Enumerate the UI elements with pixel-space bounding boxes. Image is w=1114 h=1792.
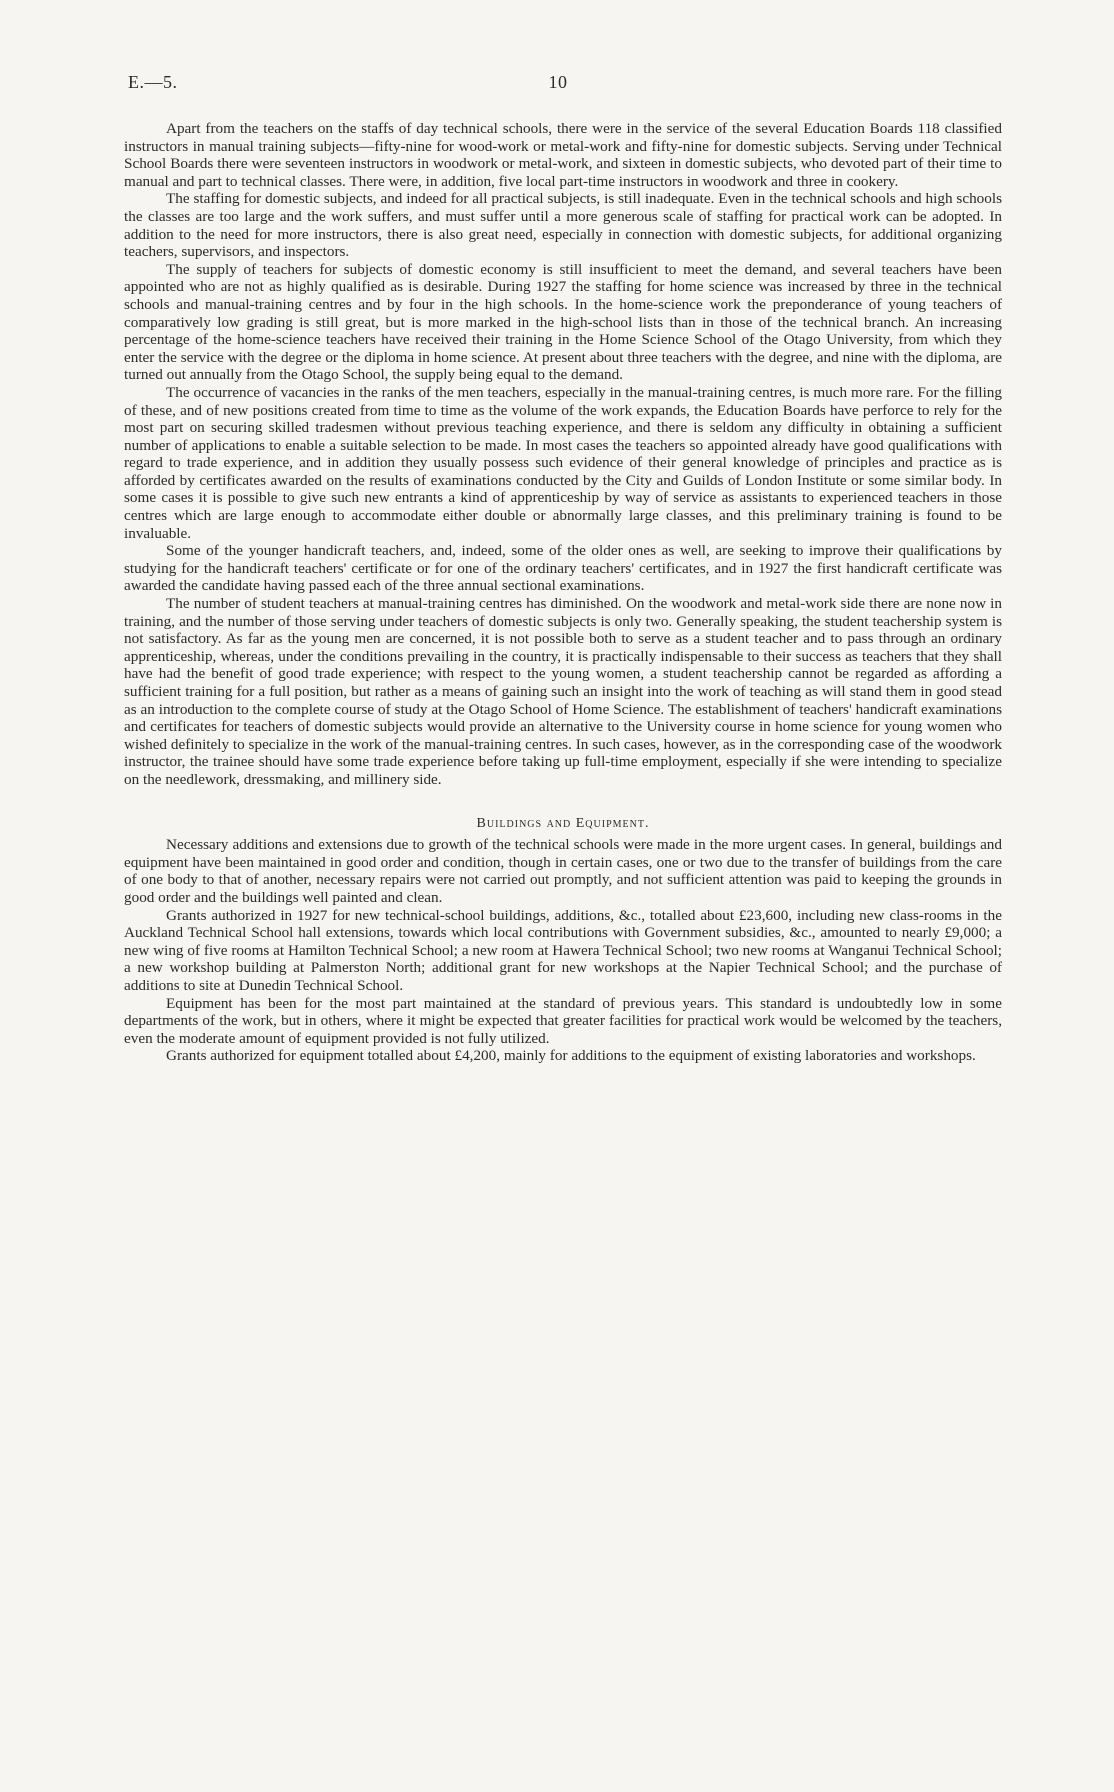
page-number: 10 <box>548 72 568 92</box>
paragraph: The supply of teachers for subjects of domestic economy is still insufficient to meet the demand, and several teachers have been appointed who are not as highly qualified as is desirable. During 1927 the staffing for home science was increased by three in the technical schools and manual-training centres and by four in the high schools. In the home-science work the preponderance of young teachers of comparatively low grading is still great, but is more marked in the high-school lists than in those of the technical branch. An increasing percentage of the home-science teachers have received their training in the Home Science School of the Otago University, from which they enter the service with the degree or the diploma in home science. At present about three teachers with the degree, and nine with the diploma, are turned out annually from the Otago School, the supply being equal to the demand. <box>124 260 1002 384</box>
paragraph: Necessary additions and extensions due to growth of the technical schools were made in the more urgent cases. In general, buildings and equipment have been maintained in good order and condition, though in certain cases, one or two due to the transfer of buildings from the care of one body to that of another, necessary repairs were not carried out promptly, and not sufficient attention was paid to keeping the grounds in good order and the buildings well painted and clean. <box>124 836 1002 906</box>
paragraph: Grants authorized in 1927 for new technical-school buildings, additions, &c., totalled about £23,600, including new class-rooms in the Auckland Technical School hall extensions, towards which local contributions with Government subsidies, &c., amounted to nearly £9,000; a new wing of five rooms at Hamilton Technical School; a new room at Hawera Technical School; two new rooms at Wanganui Technical School; a new workshop building at Palmerston North; additional grant for new workshops at the Napier Technical School; and the purchase of additions to site at Dunedin Technical School. <box>124 906 1002 994</box>
section-heading: Buildings and Equipment. <box>476 815 650 831</box>
paragraph: Apart from the teachers on the staffs of day technical schools, there were in the service of the several Education Boards 118 classified instructors in manual training subjects—fifty-nine for wood-work or metal-work and fifty-nine for domestic subjects. Serving under Technical School Boards there were seventeen instructors in woodwork or metal-work, and sixteen in domestic subjects, who devoted part of their time to manual and part to technical classes. There were, in addition, five local part-time instructors in woodwork and three in cookery. <box>124 120 1002 190</box>
document-body <box>124 120 1002 1065</box>
paragraph: Some of the younger handicraft teachers, and, indeed, some of the older ones as well, are seeking to improve their qualifications by studying for the handicraft teachers' certificate or for one of the ordinary teachers' certificates, and in 1927 the first handicraft certificate was awarded the candidate having passed each of the three annual sectional examinations. <box>124 542 1002 595</box>
paragraph: The occurrence of vacancies in the ranks of the men teachers, especially in the manual-training centres, is much more rare. For the filling of these, and of new positions created from time to time as the volume of the work expands, the Education Boards have perforce to rely for the most part on securing skilled tradesmen without previous teaching experience, and there is seldom any difficulty in obtaining a sufficient number of applications to enable a suitable selection to be made. In most cases the teachers so appointed already have good qualifications with regard to trade experience, and in addition they usually possess such evidence of their general knowledge of principles and practice as is afforded by certificates awarded on the results of examinations conducted by the City and Guilds of London Institute or some similar body. In some cases it is possible to give such new entrants a kind of apprenticeship by way of service as assistants to experienced teachers in those centres which are large enough to accommodate either double or abnormally large classes, and this preliminary training is found to be invaluable. <box>124 383 1002 542</box>
paragraph: The staffing for domestic subjects, and indeed for all practical subjects, is still inadequate. Even in the technical schools and high schools the classes are too large and the work suffers, and must suffer until a more generous scale of staffing for practical work can be adopted. In addition to the need for more instructors, there is also great need, especially in connection with domestic subjects, for additional organizing teachers, supervisors, and inspectors. <box>124 190 1002 261</box>
paragraph: The number of student teachers at manual-training centres has diminished. On the woodwork and metal-work side there are none now in training, and the number of those serving under teachers of domestic subjects is only two. Generally speaking, the student teachership system is not satisfactory. As far as the young men are concerned, it is not possible both to serve as a student teacher and to pass through an ordinary apprenticeship, whereas, under the conditions prevailing in the country, it is practically indispensable to their success as teachers that they shall have had the benefit of good trade experience; with respect to the young women, a student teachership cannot be regarded as affording a sufficient training for a full position, but rather as a means of gaining such an insight into the work of teaching as will stand them in good stead as an introduction to the complete course of study at the Otago School of Home Science. The establishment of teachers' handicraft examinations and certificates for teachers of domestic subjects would provide an alternative to the University course in home science for young women who wished definitely to specialize in the work of the manual-training centres. In such cases, however, as in the corresponding case of the woodwork instructor, the trainee should have some trade experience before taking up full-time employment, especially if she were intending to specialize on the needlework, dressmaking, and millinery side. <box>124 595 1002 788</box>
paragraph: Grants authorized for equipment totalled about £4,200, mainly for additions to the equipment of existing laboratories and workshops. <box>166 1047 976 1065</box>
page-header <box>128 72 988 96</box>
paragraph: Equipment has been for the most part maintained at the standard of previous years. This standard is undoubtedly low in some departments of the work, but in others, where it might be expected that greater facilities for practical work would be welcomed by the teachers, even the moderate amount of equipment provided is not fully utilized. <box>124 994 1002 1047</box>
document-reference: E.—5. <box>128 72 178 92</box>
